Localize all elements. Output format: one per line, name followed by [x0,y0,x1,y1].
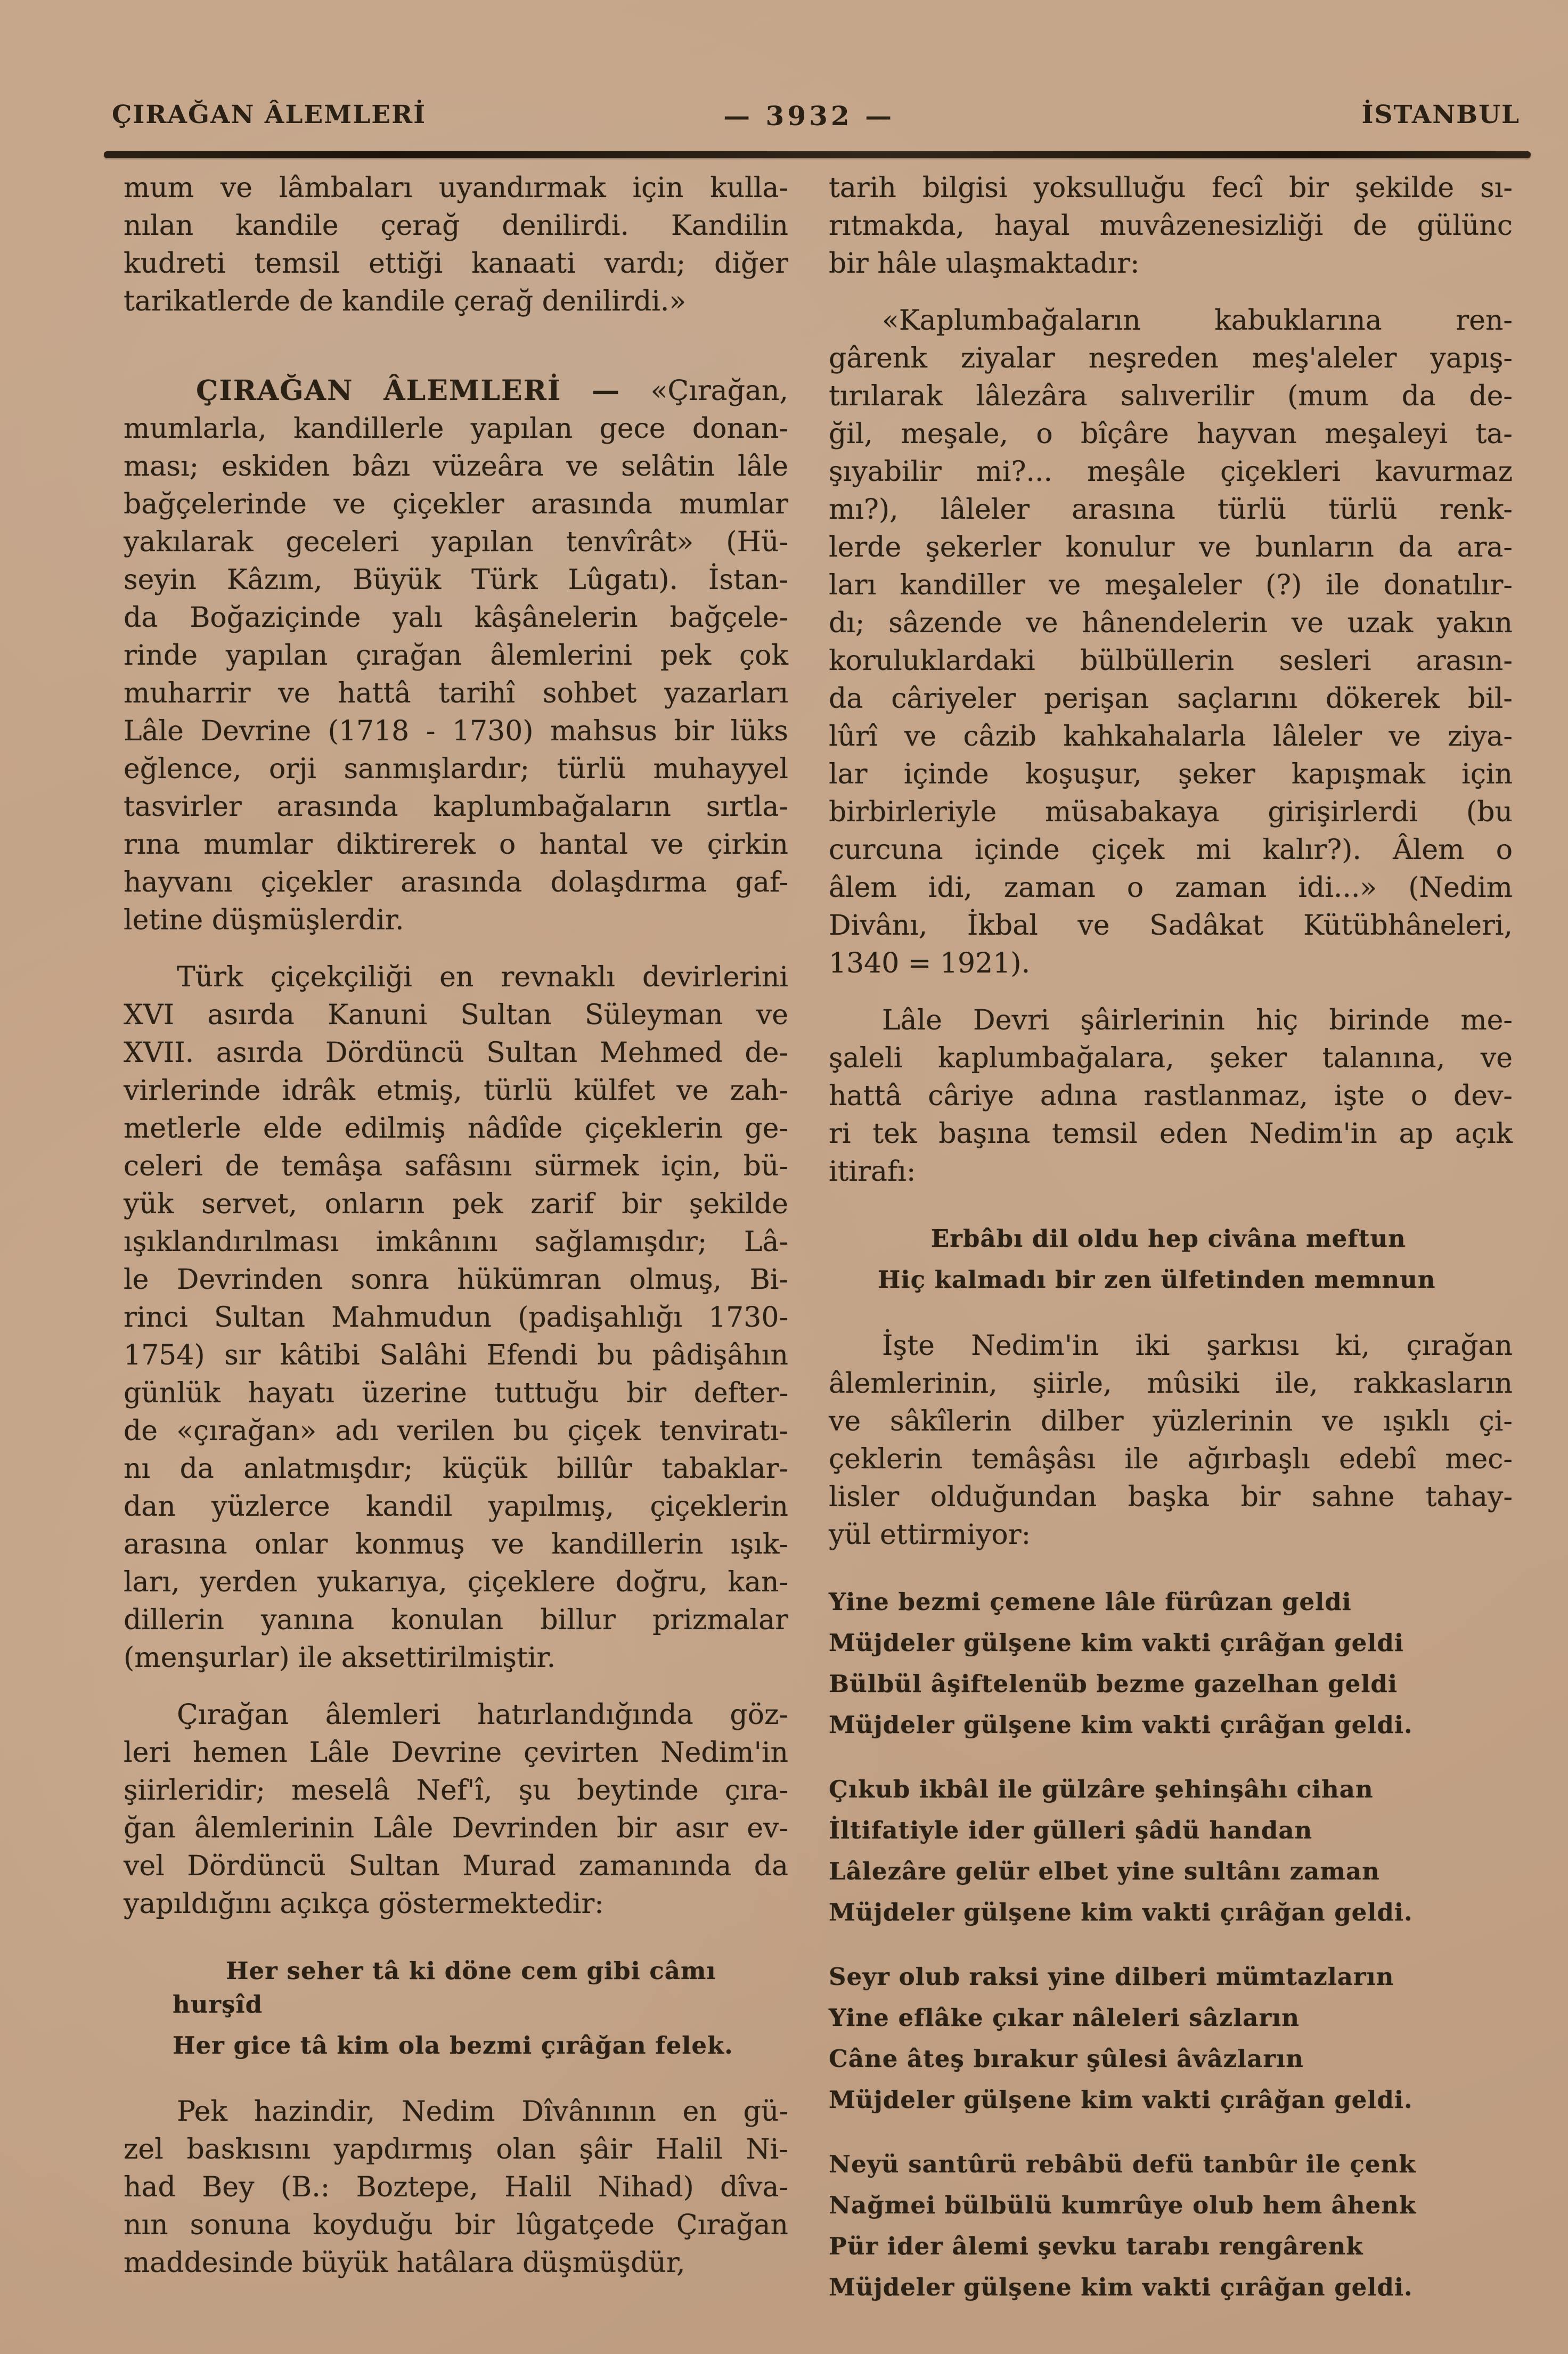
text-line: dan yüzlerce kandil yapılmış, çiçeklerin [124,1491,788,1523]
text-line: ları, yerden yukarıya, çiçeklere doğru, kan- [124,1566,788,1598]
text-line: nın sonuna koyduğu bir lûgatçede Çırağan [124,2209,788,2241]
page-number: — 3932 — [723,100,895,132]
text-line: tarih bilgisi yoksulluğu fecî bir şekilde sı- [829,172,1513,204]
text-line: rına mumlar diktirerek o hantal ve çirkin [124,829,788,861]
text-line: le Devrinden sonra hükümran olmuş, Bi- [124,1264,788,1296]
text-line: Hiç kalmadı bir zen ülfetinden memnun [878,1265,1436,1294]
text-line: da Boğaziçinde yalı kâşânelerin bağçele- [124,602,788,634]
text-line: hayvanı çiçekler arasında dolaşdırma gaf- [124,867,788,898]
text-line: nılan kandile çerağ denilirdi. Kandilin [124,210,788,242]
left-column [124,169,788,2282]
text-line: Yine bezmi çemene lâle fürûzan geldi [829,1588,1352,1616]
text-line: ması; eskiden bâzı vüzeâra ve selâtin lâle [124,451,788,483]
text-line: âlem idi, zaman o zaman idi...» (Nedim [829,872,1513,904]
paragraph [124,2093,788,2282]
text-line: Lâlezâre gelür elbet yine sultânı zaman [829,1857,1380,1885]
text-line: bir hâle ulaşmaktadır: [829,248,1140,280]
text-line: celeri de temâşa safâsını sürmek için, bü- [124,1150,788,1182]
text-line: Her seher tâ ki döne cem gibi câmı hurşîd [173,1957,716,2018]
running-head-volume-title: İSTANBUL [1361,100,1520,129]
text-line: Bülbül âşiftelenüb bezme gazelhan geldi [829,1670,1398,1698]
text-line: letine düşmüşlerdir. [124,904,404,936]
text-line: yül ettirmiyor: [829,1519,1031,1551]
paragraph [124,959,788,1677]
text-line: bağçelerinde ve çiçekler arasında mumlar [124,488,788,520]
paragraph [829,169,1513,283]
text-line: (menşurlar) ile aksettirilmiştir. [124,1642,556,1674]
text-line: seyin Kâzım, Büyük Türk Lûgatı). İstan- [124,564,788,596]
text-line: Nağmei bülbülü kumrûye olub hem âhenk [829,2191,1417,2219]
text-line: Her gice tâ kim ola bezmi çırâğan felek. [173,2031,733,2059]
text-line: ğan âlemlerinin Lâle Devrinden bir asır ev- [124,1812,788,1844]
right-column [829,169,1513,2335]
entry-headword: ÇIRAĞAN ÂLEMLERİ — [196,374,651,407]
text-line: «Kaplumbağaların kabuklarına ren- [882,305,1513,337]
text-line: hattâ câriye adına rastlanmaz, işte o dev- [829,1080,1513,1112]
text-line: arasına onlar konmuş ve kandillerin ışık- [124,1529,788,1560]
text-line: dı; sâzende ve hânendelerin ve uzak yakın [829,607,1513,639]
text-line: lûrî ve câzib kahkahalarla lâleler ve ziya- [829,721,1513,753]
text-line: mumlarla, kandillerle yapılan gece donan- [124,413,788,445]
text-line: Neyü santûrü rebâbü defü tanbûr ile çenk [829,2150,1416,2178]
text-line: Müjdeler gülşene kim vakti çırâğan geldi [829,1629,1404,1657]
text-line: Divânı, İkbal ve Sadâkat Kütübhâneleri, [829,910,1513,942]
text-line: ÇIRAĞAN ÂLEMLERİ — «Çırağan, [196,374,788,407]
verse-block [829,1960,1513,2116]
text-line: ışıklandırılması imkânını sağlamışdır; Lâ- [124,1226,788,1258]
text-line: Pür ider âlemi şevku tarabı rengârenk [829,2232,1363,2260]
text-line: vel Dördüncü Sultan Murad zamanında da [124,1850,788,1882]
running-head [112,100,1520,137]
text-line: Câne âteş bırakur şûlesi âvâzların [829,2045,1304,2073]
text-line: birbirleriyle müsabakaya girişirlerdi (bu [829,796,1513,828]
text-line: had Bey (B.: Boztepe, Halil Nihad) dîva- [124,2171,788,2203]
text-line: Pek hazindir, Nedim Dîvânının en gü- [177,2096,788,2128]
text-line: zel baskısını yapdırmış olan şâir Halil Ni- [124,2134,788,2165]
verse-block [829,1585,1513,1742]
paragraph [124,372,788,939]
text-line: ve sâkîlerin dilber yüzlerinin ve ışıklı çi- [829,1405,1513,1437]
text-line: gârenk ziyalar neşreden meş'aleler yapış- [829,342,1513,374]
running-head-entry-title: ÇIRAĞAN ÂLEMLERİ [112,100,427,129]
paragraph [829,302,1513,983]
text-line: kudreti temsil ettiği kanaati vardı; diğer [124,248,788,280]
text-line: yük servet, onların pek zarif bir şekilde [124,1188,788,1220]
text-line: XVII. asırda Dördüncü Sultan Mehmed de- [124,1037,788,1069]
text-line: âlemlerinin, şiirle, mûsiki ile, rakkasların [829,1368,1513,1400]
text-line: ğil, meşale, o bîçâre hayvan meşaleyi ta- [829,418,1513,450]
text-line: XVI asırda Kanuni Sultan Süleyman ve [124,999,788,1031]
text-line: tarikatlerde de kandile çerağ denilirdi.» [124,285,687,317]
text-line: Çırağan âlemleri hatırlandığında göz- [177,1699,788,1731]
text-line: 1340 = 1921). [829,947,1031,979]
text-line: ları kandiller ve meşaleler (?) ile donatılır- [829,569,1513,601]
text-line: nı da anlatmışdır; küçük billûr tabaklar- [124,1453,788,1485]
text-line: de «çırağan» adı verilen bu çiçek tenviratı- [124,1415,788,1447]
text-line: Türk çiçekçiliği en revnaklı devirlerini [177,961,788,993]
text-line: Müjdeler gülşene kim vakti çırâğan geldi. [829,2273,1413,2301]
text-line: Seyr olub raksi yine dilberi mümtazların [829,1963,1394,1991]
header-rule [104,151,1531,158]
text-line: Erbâbı dil oldu hep civâna meftun [931,1224,1406,1253]
text-line: şiirleridir; meselâ Nef'î, şu beytinde çıra- [124,1775,788,1807]
text-line: dillerin yanına konulan billur prizmalar [124,1604,788,1636]
text-line: İltifatiyle ider gülleri şâdü handan [829,1816,1313,1844]
text-line: Çıkub ikbâl ile gülzâre şehinşâhı cihan [829,1775,1374,1803]
text-line: Müjdeler gülşene kim vakti çırâğan geldi. [829,2086,1413,2114]
verse-block [829,1772,1513,1929]
text-line: Lâle Devri şâirlerinin hiç birinde me- [882,1004,1513,1036]
text-line: curcuna içinde çiçek mi kalır?). Âlem o [829,834,1513,866]
text-line: şaleli kaplumbağalara, şeker talanına, ve [829,1042,1513,1074]
text-line: rıtmakda, hayal muvâzenesizliği de gülünc [829,210,1513,242]
text-line: Lâle Devrine (1718 - 1730) mahsus bir lüks [124,715,788,747]
text-line: Müjdeler gülşene kim vakti çırâğan geldi. [829,1711,1413,1739]
text-line: eğlence, orji sanmışlardır; türlü muhayyel [124,753,788,785]
text-line: günlük hayatı üzerine tuttuğu bir defter- [124,1377,788,1409]
verse-block [829,2147,1513,2304]
text-line: çeklerin temâşâsı ile ağırbaşlı edebî mec- [829,1443,1513,1475]
paragraph [124,169,788,321]
text-line: tasvirler arasında kaplumbağaların sırtla- [124,791,788,823]
paragraph [829,1002,1513,1191]
text-line: lisler olduğundan başka bir sahne tahay- [829,1481,1513,1513]
paragraph [124,1696,788,1923]
text-line: rinde yapılan çırağan âlemlerini pek çok [124,640,788,672]
text-line: şıyabilir mi?... meşâle çiçekleri kavurmaz [829,456,1513,488]
text-line: metlerle elde edilmiş nâdîde çiçeklerin ge- [124,1113,788,1145]
text-line: yakılarak geceleri yapılan tenvîrât» (Hü- [124,526,788,558]
text-line: da câriyeler perişan saçlarını dökerek bil- [829,683,1513,715]
verse-block [173,1954,788,2062]
text-line: rinci Sultan Mahmudun (padişahlığı 1730- [124,1302,788,1334]
text-line: lar içinde koşuşur, şeker kapışmak için [829,758,1513,790]
text-line: 1754) sır kâtibi Salâhi Efendi bu pâdişâhın [124,1339,788,1371]
text-line: muharrir ve hattâ tarihî sohbet yazarları [124,677,788,709]
text-line: Yine eflâke çıkar nâleleri sâzların [829,2004,1300,2032]
text-line: İşte Nedim'in iki şarkısı ki, çırağan [882,1330,1513,1362]
text-line: itirafı: [829,1156,916,1188]
text-line: mum ve lâmbaları uyandırmak için kulla- [124,172,788,204]
text-line: koruluklardaki bülbüllerin sesleri arasın- [829,645,1513,677]
text-line: virlerinde idrâk etmiş, türlü külfet ve zah- [124,1075,788,1107]
text-line: Müjdeler gülşene kim vakti çırâğan geldi. [829,1898,1413,1926]
text-line: yapıldığını açıkça göstermektedir: [124,1888,604,1920]
text-line: mı?), lâleler arasına türlü türlü renk- [829,494,1513,526]
paragraph [829,1327,1513,1554]
text-line: ri tek başına temsil eden Nedim'in ap açık [829,1118,1513,1150]
text-line: leri hemen Lâle Devrine çevirten Nedim'in [124,1737,788,1769]
text-line: lerde şekerler konulur ve bunların da ara- [829,532,1513,563]
text-line: tırılarak lâlezâra salıverilir (mum da de- [829,380,1513,412]
text-line: maddesinde büyük hatâlara düşmüşdür, [124,2247,685,2279]
verse-block [878,1222,1513,1296]
